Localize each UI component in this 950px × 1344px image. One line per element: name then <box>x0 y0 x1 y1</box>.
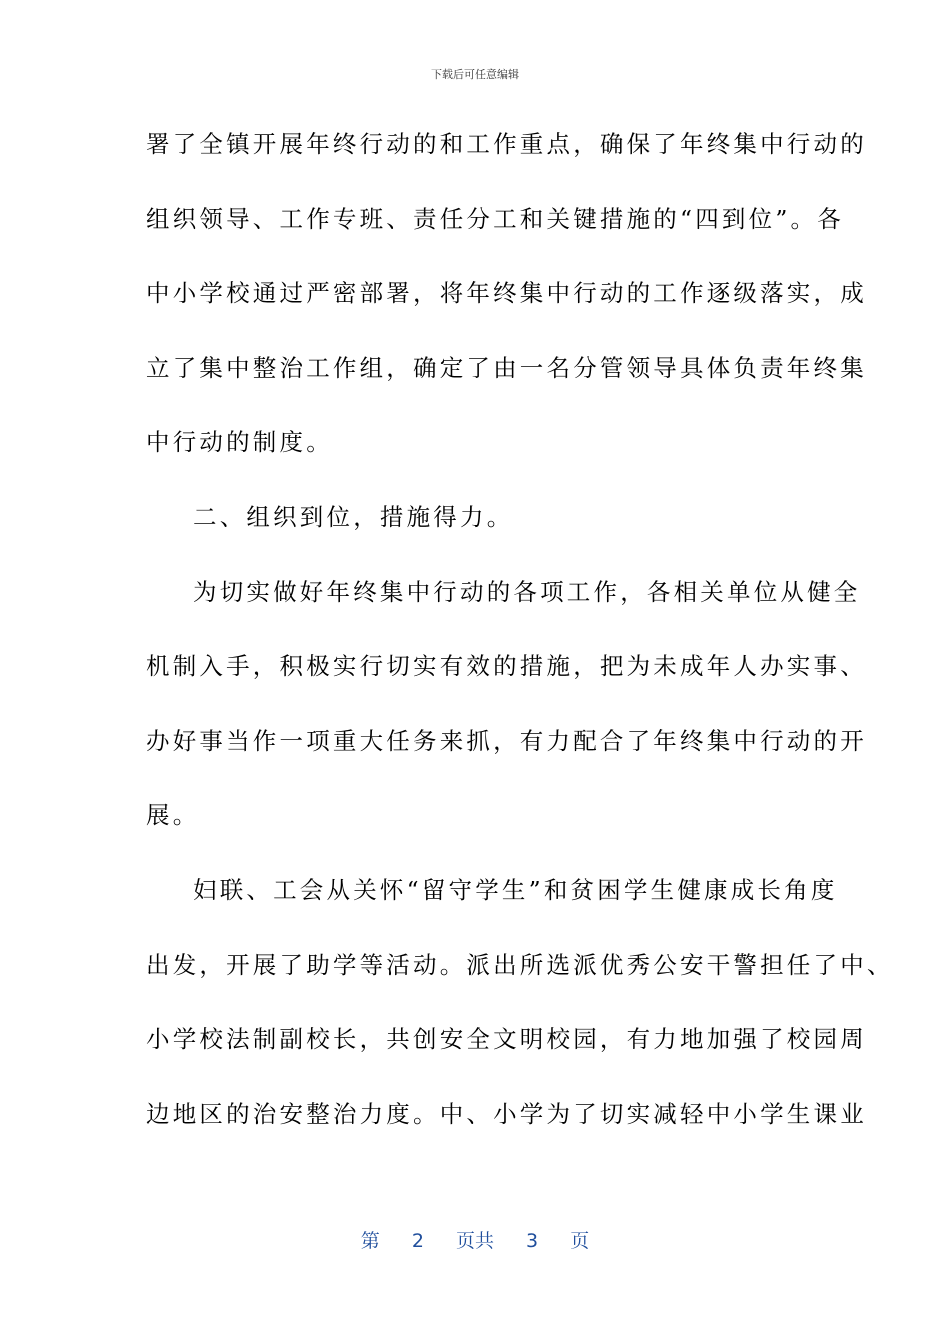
document-body <box>146 124 894 1168</box>
page-header-note: 下载后可任意编辑 <box>431 68 519 81</box>
text-line: 展。 <box>146 801 200 830</box>
text-line: 署了全镇开展年终行动的和工作重点，确保了年终集中行动的 <box>146 130 867 158</box>
text-line: 妇联、工会从关怀“留守学生”和贫困学生健康成长角度 <box>193 875 838 904</box>
section-heading: 二、组织到位，措施得力。 <box>193 502 514 531</box>
current-page-number: 2 <box>411 1230 424 1252</box>
text-line: 中小学校通过严密部署，将年终集中行动的工作逐级落实，成 <box>146 279 867 308</box>
text-line: 小学校法制副校长，共创安全文明校园，有力地加强了校园周 <box>146 1025 867 1054</box>
text-line: 中行动的制度。 <box>146 428 333 457</box>
text-line: 组织领导、工作专班、责任分工和关键措施的“四到位”。各 <box>146 204 844 233</box>
text-line: 边地区的治安整治力度。中、小学为了切实减轻中小学生课业 <box>146 1099 867 1128</box>
text-line: 为切实做好年终集中行动的各项工作，各相关单位从健全 <box>193 577 861 606</box>
page-footer <box>0 1226 950 1253</box>
footer-suffix: 页 <box>570 1230 590 1252</box>
footer-middle: 页共 <box>455 1230 494 1252</box>
text-line: 机制入手，积极实行切实有效的措施，把为未成年人办实事、 <box>146 652 867 681</box>
text-line: 办好事当作一项重大任务来抓，有力配合了年终集中行动的开 <box>146 726 867 755</box>
footer-prefix: 第 <box>360 1230 380 1252</box>
text-line: 出发，开展了助学等活动。派出所选派优秀公安干警担任了中、 <box>146 950 894 979</box>
text-line: 立了集中整治工作组，确定了由一名分管领导具体负责年终集 <box>146 353 867 382</box>
total-pages-number: 3 <box>526 1230 539 1252</box>
